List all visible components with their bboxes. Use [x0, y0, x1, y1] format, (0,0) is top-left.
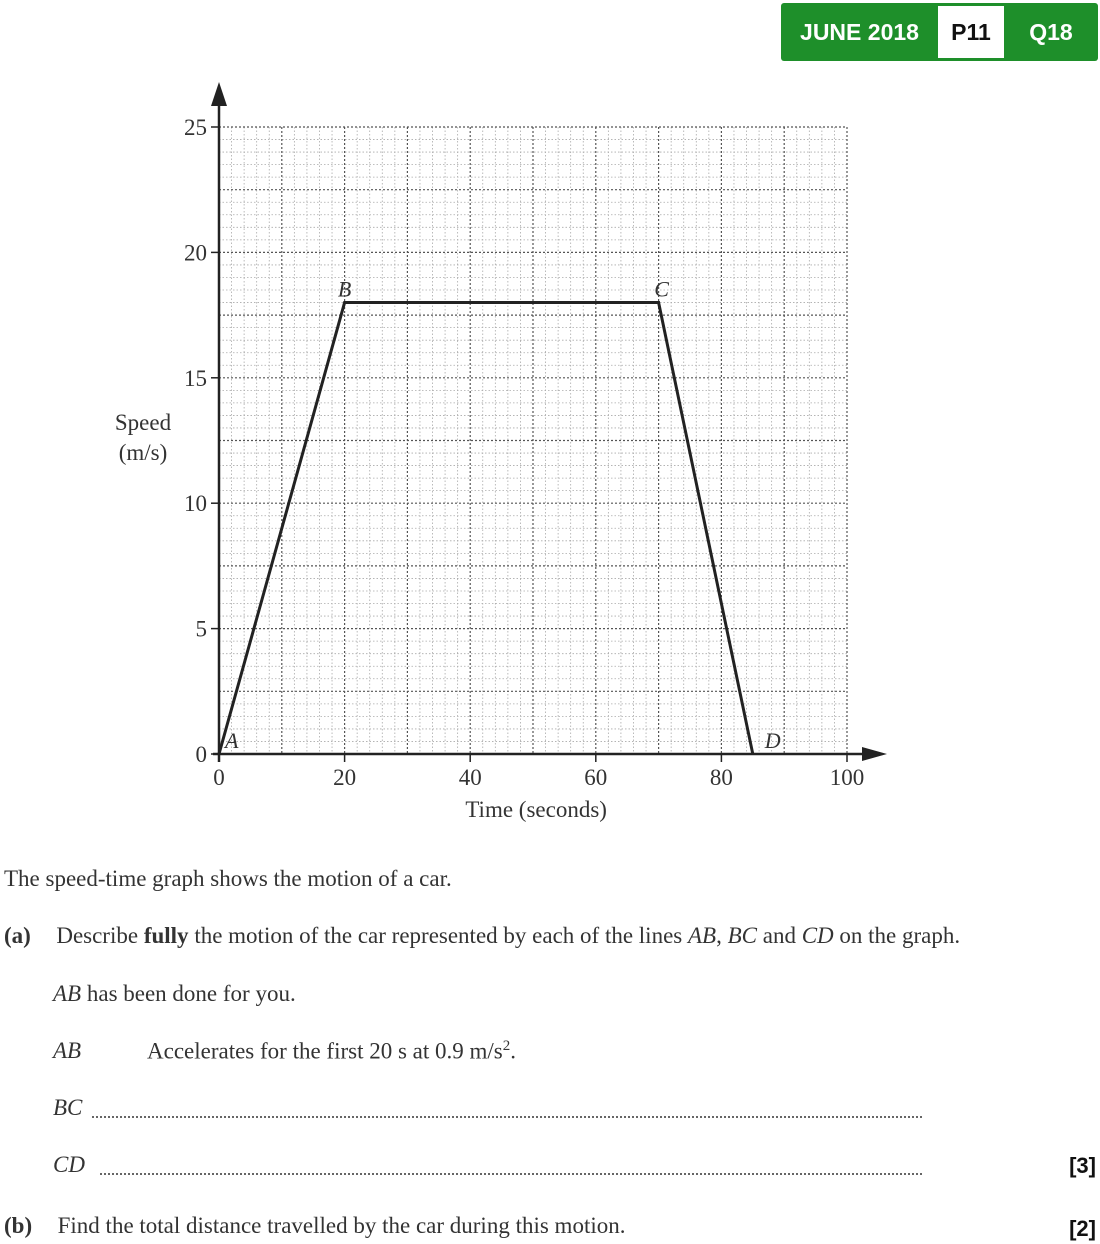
part-a-sep2: and — [756, 923, 802, 948]
part-a-ab: AB — [687, 923, 717, 948]
part-a-done-note — [53, 981, 296, 1007]
row-ab-answer: Accelerates for the first 20 s at 0.9 $m/s^2$. — [147, 1038, 516, 1064]
part-a-text-post: on the graph. — [833, 923, 961, 948]
part-a-text-mid: the motion of the car represented by each of the lines — [188, 923, 688, 948]
part-a-label: (a) — [4, 923, 31, 948]
y-tick-label: 5 — [195, 616, 207, 642]
y-tick-label: 0 — [195, 742, 207, 767]
y-axis-arrow — [211, 82, 227, 106]
part-b-label: (b) — [4, 1213, 33, 1238]
done-ab: AB — [53, 981, 82, 1006]
part-a-cd: CD — [801, 923, 834, 948]
part-a-marks: [3] — [1069, 1153, 1096, 1178]
x-tick-label: 0 — [213, 765, 225, 790]
point-label-d: D — [764, 728, 781, 753]
row-ab-label: AB — [53, 1038, 82, 1063]
x-tick-label: 40 — [458, 765, 482, 790]
point-label-b: B — [337, 276, 352, 302]
y-axis-label-line2: (m/s) — [118, 440, 168, 465]
y-tick-label: 15 — [184, 365, 207, 391]
y-tick-labels — [184, 115, 207, 767]
row-bc-label: BC — [53, 1095, 83, 1120]
y-tick-label: 10 — [184, 491, 207, 517]
part-a-text-bold: fully — [143, 923, 189, 948]
question-badge — [781, 3, 1098, 61]
major-grid — [219, 127, 847, 754]
part-b-marks: [2] — [1069, 1216, 1096, 1241]
row-ab-sup: 2 — [502, 1038, 511, 1054]
row-cd-label: CD — [53, 1152, 85, 1177]
question-intro: The speed-time graph shows the motion of a car. — [4, 866, 452, 891]
y-tick-label: 20 — [184, 240, 207, 266]
part-b-text: Find the total distance travelled by the car during this motion. — [57, 1213, 626, 1238]
part-a-bc: BC — [727, 923, 757, 948]
x-tick-label: 100 — [829, 765, 865, 790]
x-tick-label: 60 — [584, 765, 608, 790]
done-text: has been done for you. — [81, 981, 296, 1006]
session-label: JUNE 2018 — [800, 18, 919, 45]
x-axis-arrow — [862, 747, 887, 761]
y-tick-label: 25 — [184, 115, 207, 140]
speed-time-chart — [0, 70, 900, 830]
part-b-prompt — [4, 1213, 625, 1239]
x-tick-label: 80 — [709, 765, 733, 790]
x-tick-labels — [213, 765, 864, 790]
part-a-sep1: , — [716, 923, 728, 948]
answer-line-cd[interactable] — [100, 1173, 922, 1175]
part-a-text-pre: Describe — [56, 923, 144, 948]
y-axis-label-line1: Speed — [114, 410, 172, 435]
question-number: Q18 — [1029, 18, 1073, 45]
part-a-prompt — [4, 923, 960, 949]
answer-line-bc[interactable] — [92, 1116, 922, 1118]
point-label-a: A — [225, 728, 239, 753]
point-label-c: C — [654, 276, 669, 302]
paper-label: P11 — [938, 6, 1004, 58]
x-axis-label: Time (seconds) — [465, 797, 607, 822]
x-tick-label: 20 — [333, 765, 357, 790]
